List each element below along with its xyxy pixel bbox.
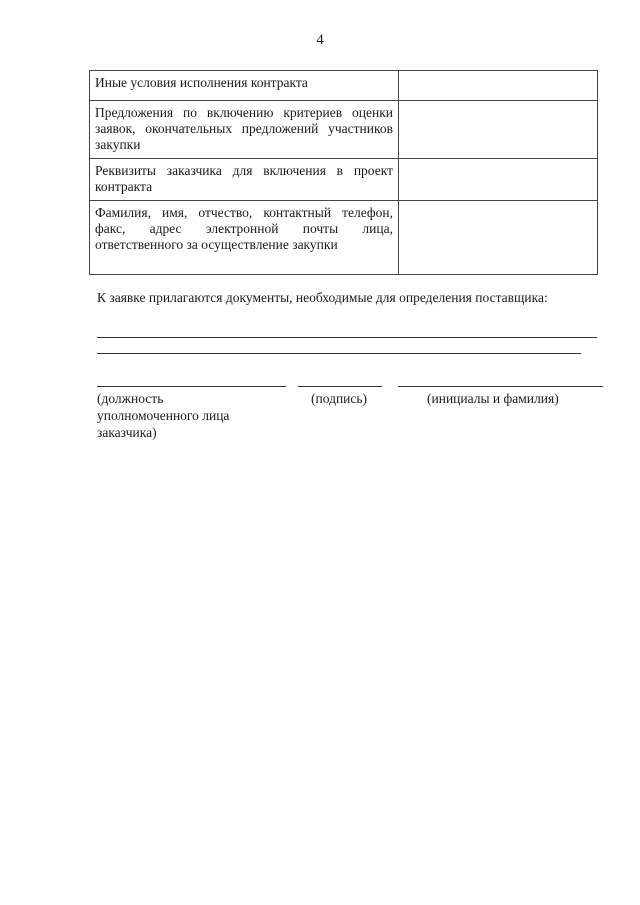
request-form-table [89,70,598,275]
name-signature-line [398,386,603,387]
row-label-responsible-person: Фамилия, имя, отчество, контактный телефон, факс, адрес электронной почты лица, ответственного за осуществление закупки [90,201,399,275]
table-row [90,159,598,201]
position-caption: (должность уполномоченного лица заказчика) [97,391,230,440]
table-row [90,201,598,275]
table-row [90,101,598,159]
page-number: 4 [316,32,324,48]
row-value-responsible-person [399,201,598,275]
attachments-text: К заявке прилагаются документы, необходимые для определения поставщика: [97,290,548,305]
blank-fill-line [97,353,581,354]
name-caption: (инициалы и фамилия) [427,391,559,406]
signature-caption: (подпись) [311,391,368,406]
row-value-other-conditions [399,71,598,101]
row-label-evaluation-criteria: Предложения по включению критериев оценки заявок, окончательных предложений участников закупки [90,101,399,159]
row-value-customer-details [399,159,598,201]
row-label-customer-details: Реквизиты заказчика для включения в проект контракта [90,159,399,201]
table-row [90,71,598,101]
position-signature-line [97,386,286,387]
row-value-evaluation-criteria [399,101,598,159]
blank-fill-line [97,337,597,338]
signature-line [298,386,382,387]
row-label-other-conditions: Иные условия исполнения контракта [90,71,399,101]
